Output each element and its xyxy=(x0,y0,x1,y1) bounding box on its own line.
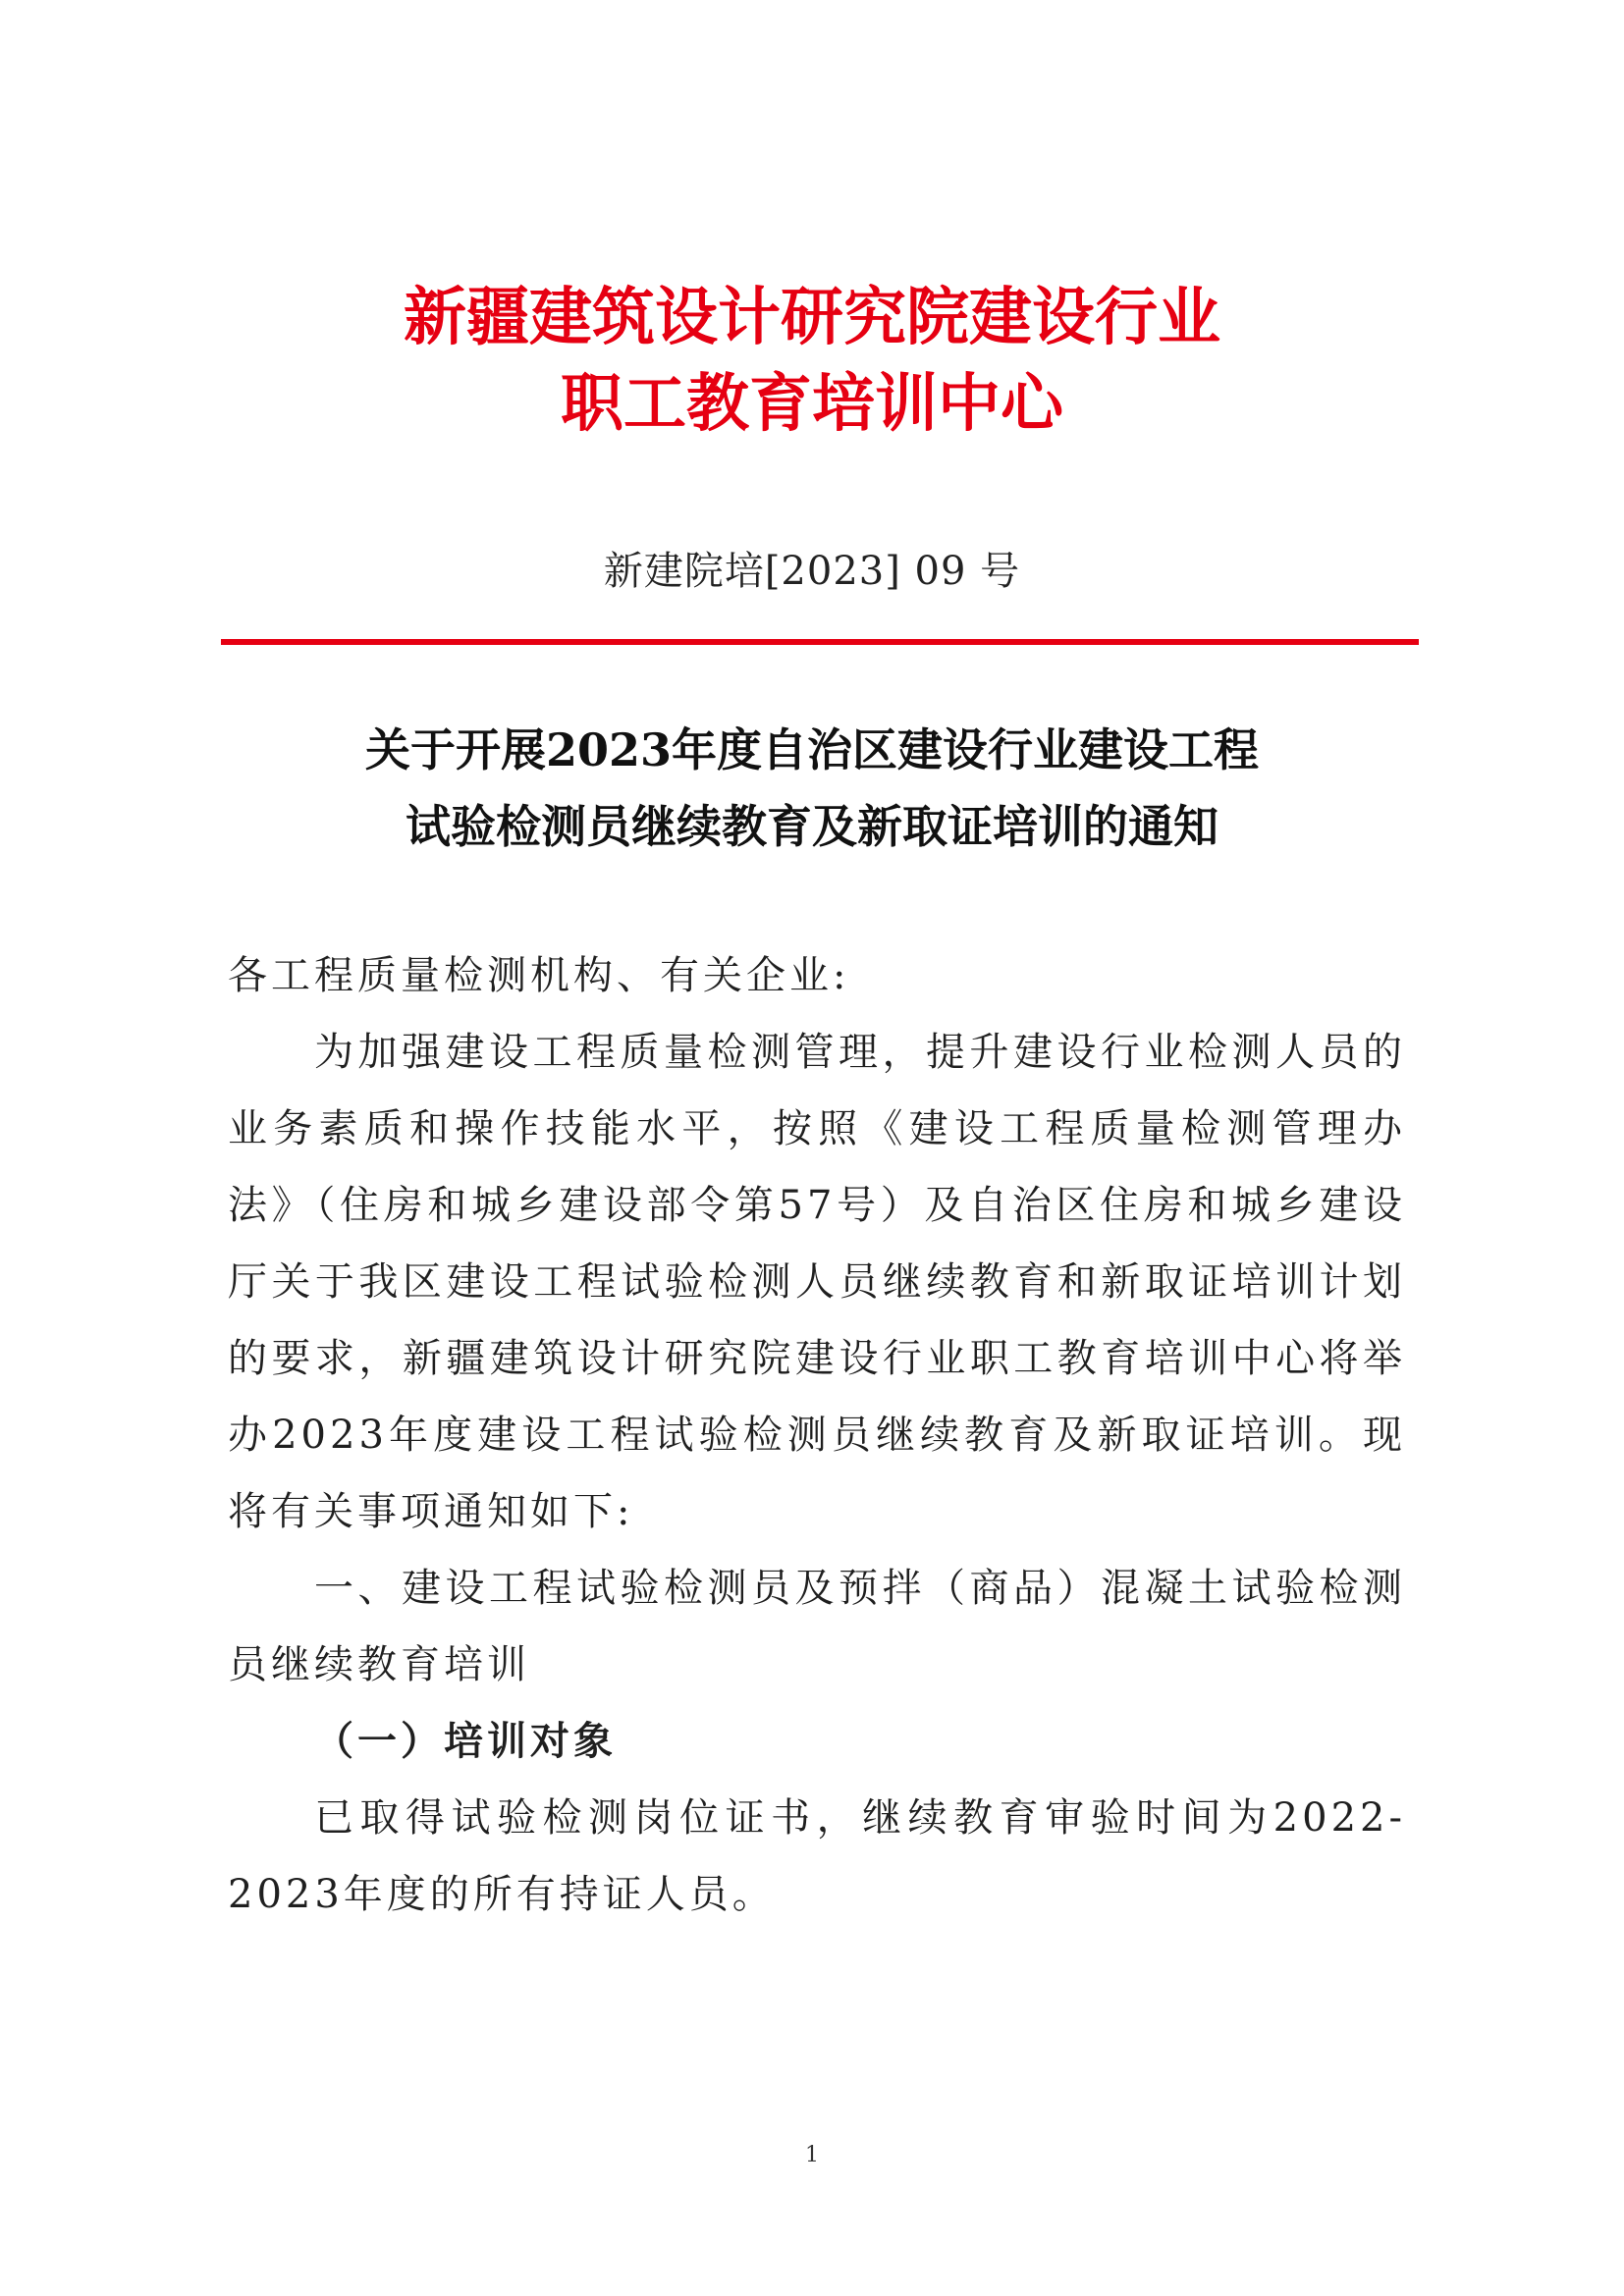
issuing-organization-line-2: 职工教育培训中心 xyxy=(561,367,1063,441)
section-1-heading: 一、建设工程试验检测员及预拌（商品）混凝土试验检测员继续教育培训 xyxy=(228,1566,1406,1687)
page-number: 1 xyxy=(805,2143,819,2167)
salutation: 各工程质量检测机构、有关企业: xyxy=(228,953,850,998)
notice-title-line-2: 试验检测员继续教育及新取证培训的通知 xyxy=(406,800,1218,853)
subsection-1-heading: （一）培训对象 xyxy=(314,1718,617,1764)
document-body xyxy=(228,937,1406,1933)
document-number: 新建院培[2023] 09 号 xyxy=(603,549,1021,594)
red-header-rule xyxy=(221,639,1419,645)
notice-title-line-1: 关于开展2023年度自治区建设行业建设工程 xyxy=(364,723,1260,776)
issuing-organization-line-1: 新疆建筑设计研究院建设行业 xyxy=(404,281,1220,354)
subsection-1-text: 已取得试验检测岗位证书，继续教育审验时间为2022-2023年度的所有持证人员。 xyxy=(228,1795,1406,1917)
intro-paragraph: 为加强建设工程质量检测管理，提升建设行业检测人员的业务素质和操作技能水平，按照《建设工程质量检测管理办法》（住房和城乡建设部令第57号）及自治区住房和城乡建设厅关于我区建设工程试验检测人员继续教育和新取证培训计划的要求，新疆建筑设计研究院建设行业职工教育培训中心将举办2023年度建设工程试验检测员继续教育及新取证培训。现将有关事项通知如下: xyxy=(228,1030,1406,1534)
